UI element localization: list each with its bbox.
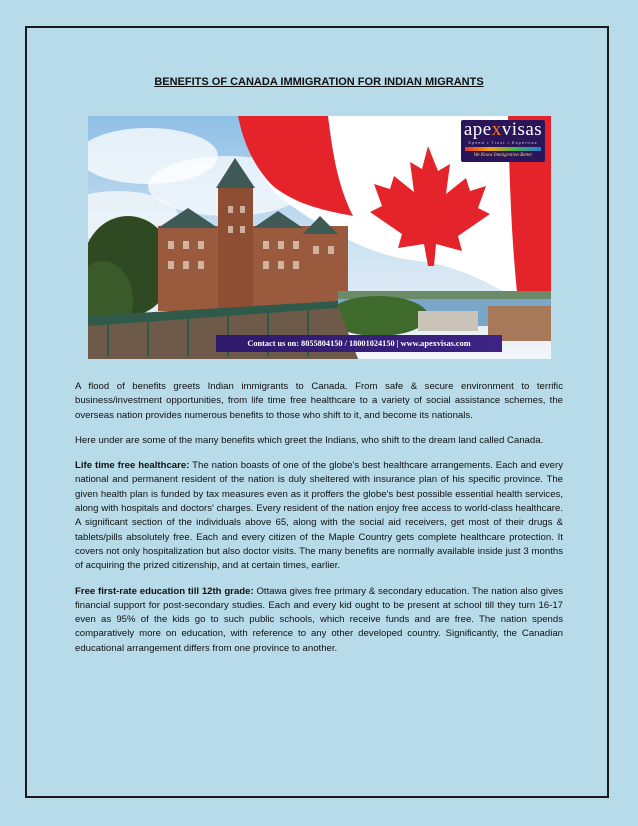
education-heading: Free first-rate education till 12th grade: (75, 585, 254, 597)
logo-brand: apexvisas (463, 119, 543, 140)
logo-tagline-top: Speed • Trust • Expertise (468, 140, 538, 145)
healthcare-body: The nation boasts of one of the globe's best healthcare arrangements. Each and every national and permanent resident of the nation is duly sheltered with insurance plan of his specific province. The given health plan is funded by tax measures even as it proffers the globe's best possible essential health services, along with hospitals and doctors' charges. Every resident of the nation enjoy free access to world-class healthcare. A significant section of the individuals above 65, along with the social aid receivers, get most of their drugs & tablets/pills absolutely free. Each and every citizen of the Maple Country gets complete healthcare protection. It covers not only hospitalization but also doctor visits. The many benefits are normally available inside just 3 months of acquiring the prized citizenship, and at certain times, earlier. (75, 460, 563, 572)
apexvisas-logo (461, 120, 545, 162)
document-title: BENEFITS OF CANADA IMMIGRATION FOR INDIAN MIGRANTS (154, 76, 484, 88)
paragraph-education (75, 585, 563, 656)
education-body: Ottawa gives free primary & secondary education. The nation also gives financial support for post-secondary studies. Each and every kid ought to be present at school till they turn 16-17 even as 95% of the kids go to such public schools, which receive funds and are free. The nation spends comparatively more on education, with reference to any other developed country. Significantly, the Canadian educational arrangement differs from one province to another. (75, 585, 563, 654)
logo-tagline-bottom: We Know Immigration Better (473, 153, 533, 158)
contact-strip: Contact us on: 8055804150 / 18001024150 | www.apexvisas.com (216, 335, 502, 352)
healthcare-heading: Life time free healthcare: (75, 460, 190, 472)
logo-color-bar (465, 147, 541, 151)
paragraph-intro: A flood of benefits greets Indian immigrants to Canada. From safe & secure environment to terrific business/investment opportunities, from life time free healthcare to a variety of social assistance schemes, the overseas nation provides numerous benefits to those who shift to it, and become its nationals. (75, 381, 563, 421)
article-body (75, 380, 563, 667)
banner-image (88, 116, 551, 359)
paragraph-list-intro: Here under are some of the many benefits which greet the Indians, who shift to the dream land called Canada. (75, 434, 544, 446)
paragraph-healthcare (75, 459, 563, 573)
